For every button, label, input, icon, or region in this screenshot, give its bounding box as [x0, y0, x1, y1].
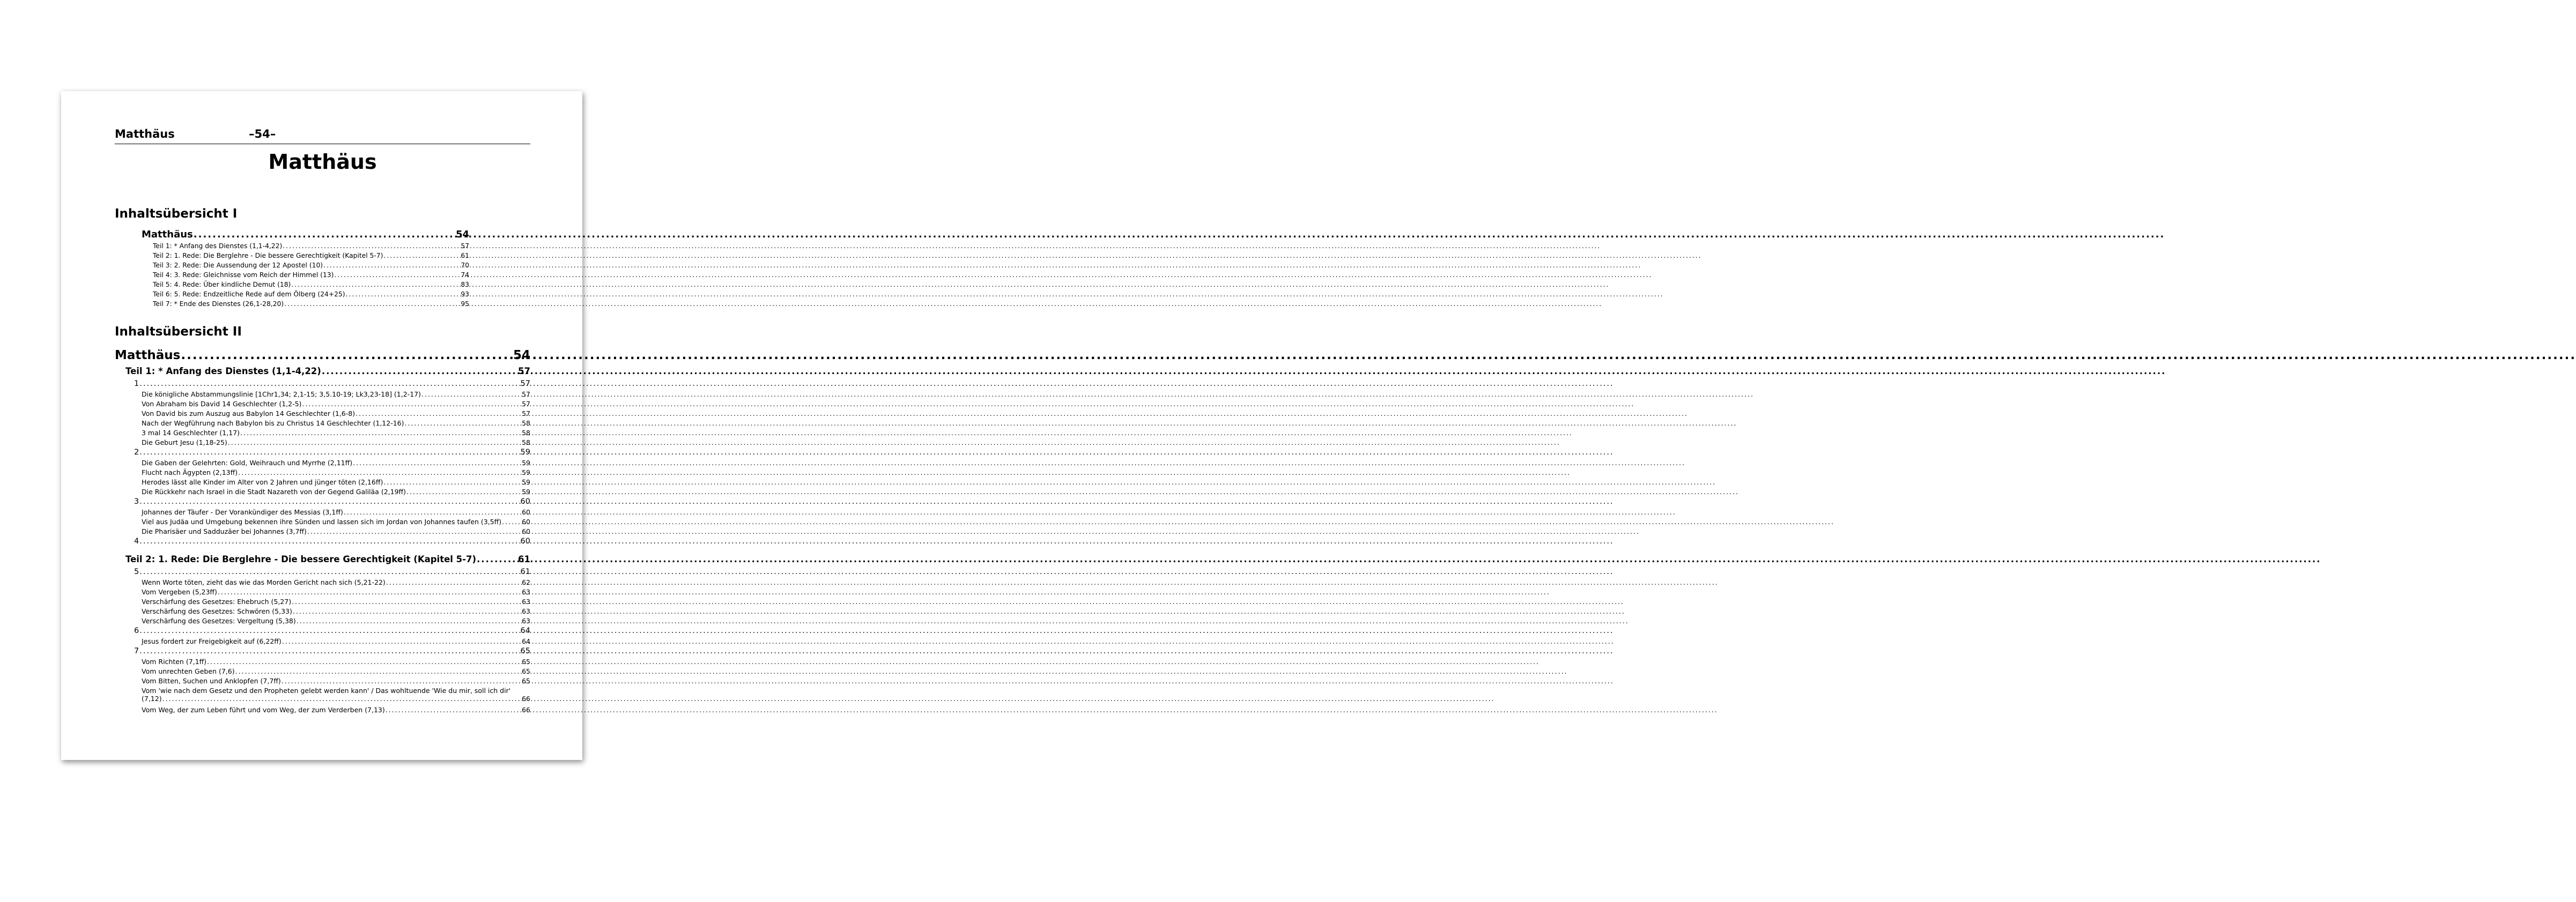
- toc-entry-continuation: [142, 695, 530, 703]
- leader-dots: [207, 658, 521, 666]
- leader-dots: [386, 706, 521, 714]
- toc-entry-page: 74: [461, 271, 469, 279]
- document-page: [61, 91, 582, 760]
- toc-entry-text: Matthäus: [115, 348, 181, 362]
- toc-entry-text: Viel aus Judäa und Umgebung bekennen ihre Sünden und lassen sich im Jordan von Johannes taufen (3,5ff): [142, 518, 502, 526]
- toc-entry[interactable]: [142, 409, 530, 419]
- toc-entry-page: 60: [520, 537, 530, 546]
- leader-dots: [282, 637, 521, 645]
- toc-entry-page: 95: [461, 300, 469, 308]
- toc-entry[interactable]: [142, 527, 530, 537]
- leader-dots: [139, 627, 520, 635]
- toc-entry-text: 5: [134, 568, 139, 576]
- spacer: [115, 548, 530, 554]
- leader-dots: [297, 617, 521, 625]
- toc-entry-page: 60: [522, 518, 530, 526]
- toc-entry-text: 3: [134, 497, 139, 506]
- toc-entry-text: Vom 'wie nach dem Gesetz und den Propheten gelebt werden kann' / Das wohltuende 'Wie du mir, soll ich dir': [142, 687, 511, 695]
- toc-entry-page: 65: [522, 667, 530, 675]
- toc-entry-text: 4: [134, 537, 139, 546]
- leader-dots: [218, 588, 521, 596]
- toc-entry[interactable]: [142, 667, 530, 677]
- toc-entry[interactable]: [134, 647, 530, 658]
- leader-dots: [139, 379, 520, 388]
- toc-entry[interactable]: [142, 588, 530, 598]
- toc-entry-page: 57: [520, 379, 530, 388]
- toc-entry-page: 63: [522, 598, 530, 606]
- toc-entry[interactable]: [142, 687, 530, 706]
- leader-dots: [238, 468, 521, 476]
- toc-entry-text: Von David bis zum Auszug aus Babylon 14 Geschlechter (1,6-8): [142, 409, 356, 418]
- toc-entry[interactable]: [142, 419, 530, 429]
- toc-entry[interactable]: [153, 271, 469, 281]
- toc-entry-text: Jesus fordert zur Freigebigkeit auf (6,22ff): [142, 637, 282, 645]
- toc-entry-text: Teil 3: 2. Rede: Die Aussendung der 12 Apostel (10): [153, 262, 323, 269]
- leader-dots: [334, 271, 460, 279]
- toc-entry-text: 2: [134, 448, 139, 457]
- toc-entry-text: Die Geburt Jesu (1,18-25): [142, 438, 227, 446]
- toc-entry[interactable]: [134, 379, 530, 390]
- toc-entry-text: Teil 4: 3. Rede: Gleichnisse vom Reich der Himmel (13): [153, 271, 334, 279]
- toc-entry-page: 64: [522, 637, 530, 645]
- toc-entry-page: 61: [461, 252, 469, 259]
- leader-dots: [383, 478, 521, 486]
- toc-entry-page: 59: [522, 488, 530, 496]
- leader-dots: [356, 409, 521, 418]
- toc-entry-text: 7: [134, 647, 139, 655]
- toc-entry-page: 57: [461, 242, 469, 250]
- toc-entry[interactable]: [142, 508, 530, 518]
- toc-entry[interactable]: [142, 459, 530, 468]
- leader-dots: [293, 607, 521, 615]
- toc-entry[interactable]: [142, 617, 530, 627]
- toc-entry-text: Teil 6: 5. Rede: Endzeitliche Rede auf dem Ölberg (24+25): [153, 290, 345, 298]
- leader-dots: [386, 578, 521, 586]
- toc-entry[interactable]: [142, 488, 530, 497]
- leader-dots: [346, 290, 461, 298]
- leader-dots: [283, 242, 460, 250]
- toc-entry[interactable]: [142, 658, 530, 667]
- toc-entry[interactable]: [142, 578, 530, 588]
- leader-dots: [181, 348, 513, 362]
- toc-entry[interactable]: [125, 554, 530, 568]
- leader-dots: [139, 497, 520, 506]
- toc-entry-page: 58: [522, 419, 530, 427]
- leader-dots: [405, 419, 522, 427]
- toc-entry-page: 60: [522, 527, 530, 535]
- toc-entry-page: 60: [522, 508, 530, 516]
- toc-entry[interactable]: [153, 300, 469, 310]
- toc-entry[interactable]: [153, 290, 469, 300]
- leader-dots: [139, 537, 520, 546]
- toc-entry[interactable]: [153, 281, 469, 290]
- toc-entry-page: 59: [522, 468, 530, 476]
- toc-entry-text: Vom Bitten, Suchen und Anklopfen (7,7ff): [142, 677, 281, 685]
- toc-entry[interactable]: [134, 627, 530, 637]
- leader-dots: [235, 667, 522, 675]
- toc-entry-text: Matthäus: [142, 229, 193, 240]
- toc-entry-page: 70: [461, 262, 469, 269]
- toc-entry-page: 65: [522, 677, 530, 685]
- leader-dots: [240, 429, 521, 437]
- toc-entry-text: Vom unrechten Geben (7,6): [142, 667, 235, 675]
- leader-dots: [194, 229, 455, 240]
- toc-entry-text: Verschärfung des Gesetzes: Schwören (5,33): [142, 607, 292, 615]
- toc-entry-text: Teil 1: * Anfang des Dienstes (1,1-4,22): [125, 366, 321, 376]
- toc-entry-text: 1: [134, 379, 139, 388]
- toc-entry-page: 93: [461, 290, 469, 298]
- toc-entry[interactable]: [142, 468, 530, 478]
- toc-entry-page: 61: [518, 554, 530, 564]
- toc-entry-text: Nach der Wegführung nach Babylon bis zu Christus 14 Geschlechter (1,12-16): [142, 419, 404, 427]
- toc-entry-page: 59: [520, 448, 530, 457]
- toc-entry[interactable]: [142, 637, 530, 647]
- leader-dots: [353, 459, 521, 467]
- toc-entry-page: 57: [522, 400, 530, 408]
- toc2-list: [115, 348, 530, 715]
- leader-dots: [383, 252, 460, 259]
- toc-entry-page: 54: [455, 229, 469, 240]
- toc-entry-text: Von Abraham bis David 14 Geschlechter (1,2-5): [142, 400, 302, 408]
- leader-dots: [406, 488, 521, 496]
- running-head-title: Matthäus: [115, 128, 175, 140]
- toc-entry-page: 65: [522, 658, 530, 666]
- toc-entry-page: 62: [522, 578, 530, 586]
- toc-entry-text: Die Gaben der Gelehrten: Gold, Weihrauch und Myrrhe (2,11ff): [142, 459, 353, 467]
- toc-entry[interactable]: [142, 229, 469, 242]
- toc-entry-page: 64: [520, 627, 530, 635]
- toc-entry[interactable]: [134, 497, 530, 508]
- toc-entry-text: Verschärfung des Gesetzes: Vergeltung (5,38): [142, 617, 296, 625]
- toc-entry-page: 57: [522, 409, 530, 418]
- toc-entry-page: 59: [522, 478, 530, 486]
- toc-entry-text: Herodes lässt alle Kinder im Alter von 2 Jahren und jünger töten (2,16ff): [142, 478, 383, 486]
- toc-entry-page: 83: [461, 281, 469, 288]
- toc-entry[interactable]: [142, 438, 530, 448]
- toc-entry-page: 65: [520, 647, 530, 655]
- toc-entry-page: 63: [522, 607, 530, 615]
- leader-dots: [139, 568, 520, 576]
- toc-entry-text: Johannes der Täufer - Der Vorankündiger des Messias (3,1ff): [142, 508, 343, 516]
- toc-entry-text: Teil 7: * Ende des Dienstes (26,1-28,20): [153, 300, 284, 308]
- toc-entry-text: Flucht nach Ägypten (2,13ff): [142, 468, 238, 476]
- leader-dots: [282, 677, 521, 685]
- toc-entry-text: Vom Richten (7,1ff): [142, 658, 207, 666]
- toc-entry[interactable]: [142, 390, 530, 400]
- toc-entry-text: Die Pharisäer und Sadduzäer bei Johannes (3,7ff): [142, 527, 307, 535]
- leader-dots: [139, 647, 520, 655]
- toc-entry-text: Die königliche Abstammungslinie [1Chr1,34; 2,1-15; 3,5.10-19; Lk3,23-18] (1,2-17): [142, 390, 421, 398]
- toc-entry[interactable]: [142, 706, 530, 715]
- toc-entry-text: Vom Weg, der zum Leben führt und vom Weg, der zum Verderben (7,13): [142, 706, 385, 714]
- toc-entry-page: 58: [522, 438, 530, 446]
- toc-entry[interactable]: [125, 366, 530, 379]
- leader-dots: [323, 262, 460, 269]
- leader-dots: [291, 281, 460, 288]
- toc-entry-page: 57: [518, 366, 530, 376]
- leader-dots: [139, 448, 520, 457]
- toc-entry[interactable]: [153, 242, 469, 252]
- toc-entry-text: 6: [134, 627, 139, 635]
- toc-entry[interactable]: [153, 262, 469, 271]
- toc-entry[interactable]: [142, 607, 530, 617]
- toc-entry-page: 66: [522, 706, 530, 714]
- toc-entry-text: Teil 2: 1. Rede: Die Berglehre - Die bessere Gerechtigkeit (Kapitel 5-7): [153, 252, 383, 259]
- leader-dots: [302, 400, 521, 408]
- leader-dots: [322, 366, 517, 376]
- toc-entry[interactable]: [142, 518, 530, 527]
- leader-dots: [344, 508, 521, 516]
- toc-entry[interactable]: [142, 677, 530, 687]
- toc-entry-page: 54: [513, 348, 530, 362]
- toc-entry-text: Teil 1: * Anfang des Dienstes (1,1-4,22): [153, 242, 283, 250]
- toc-entry-page: 57: [522, 390, 530, 398]
- toc-entry-page: 63: [522, 588, 530, 596]
- toc1-list: [115, 229, 530, 310]
- toc-entry-text: (7,12): [142, 695, 162, 703]
- toc-entry[interactable]: [142, 400, 530, 409]
- leader-dots: [502, 518, 521, 526]
- toc-entry-text: Verschärfung des Gesetzes: Ehebruch (5,27): [142, 598, 292, 606]
- toc-entry-text: Teil 2: 1. Rede: Die Berglehre - Die bessere Gerechtigkeit (Kapitel 5-7): [125, 554, 477, 564]
- toc-entry[interactable]: [134, 448, 530, 459]
- toc-entry-page: 59: [522, 459, 530, 467]
- leader-dots: [292, 598, 521, 606]
- leader-dots: [307, 527, 521, 535]
- toc1-heading: Inhaltsübersicht I: [115, 207, 238, 221]
- toc-entry-page: 58: [522, 429, 530, 437]
- document-title: Matthäus: [268, 150, 377, 174]
- toc-entry-text: Wenn Worte töten, zieht das wie das Morden Gericht nach sich (5,21-22): [142, 578, 386, 586]
- toc2-heading: Inhaltsübersicht II: [115, 325, 242, 339]
- toc-entry[interactable]: [142, 598, 530, 607]
- running-head-page-number: –54–: [249, 128, 276, 140]
- toc-entry-page: 63: [522, 617, 530, 625]
- leader-dots: [421, 390, 521, 398]
- toc-entry-page: 61: [520, 568, 530, 576]
- toc-entry-text: Die Rückkehr nach Israel in die Stadt Nazareth von der Gegend Galiläa (2,19ff): [142, 488, 406, 496]
- leader-dots: [284, 300, 460, 308]
- toc-entry[interactable]: [153, 252, 469, 262]
- toc-entry[interactable]: [134, 568, 530, 578]
- toc-entry-text: Vom Vergeben (5,23ff): [142, 588, 217, 596]
- toc-entry[interactable]: [142, 429, 530, 438]
- toc-entry[interactable]: [115, 348, 530, 366]
- toc-entry-text: 3 mal 14 Geschlechter (1,17): [142, 429, 240, 437]
- toc-entry[interactable]: [142, 478, 530, 488]
- leader-dots: [228, 438, 521, 446]
- toc-entry-page: 60: [520, 497, 530, 506]
- running-head: [115, 128, 530, 144]
- toc-entry-text: Teil 5: 4. Rede: Über kindliche Demut (18): [153, 281, 291, 288]
- toc-entry-page: 66: [522, 695, 530, 703]
- toc-entry[interactable]: [134, 537, 530, 548]
- leader-dots: [477, 554, 517, 564]
- leader-dots: [162, 695, 522, 703]
